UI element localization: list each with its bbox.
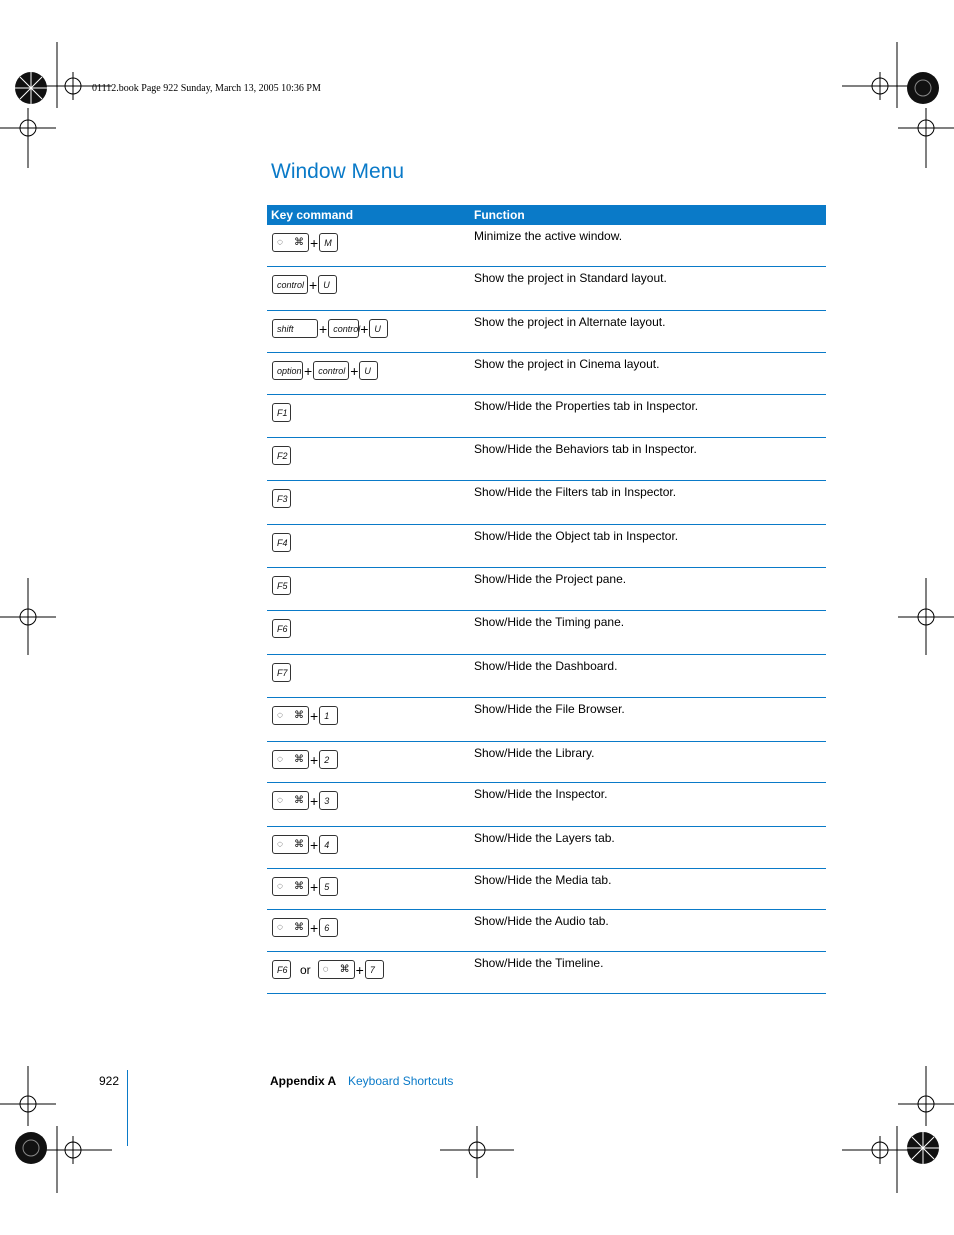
apple-icon: ◌: [277, 839, 283, 850]
keycap: F6: [272, 619, 291, 638]
command-key-icon: [272, 791, 309, 810]
function-description: Show/Hide the Inspector.: [474, 787, 608, 801]
function-description: Show/Hide the Layers tab.: [474, 831, 615, 845]
keycap: 1: [319, 706, 338, 725]
function-description: Show/Hide the Behaviors tab in Inspector.: [474, 442, 697, 456]
key-combo: [272, 489, 291, 508]
table-body: [267, 225, 826, 994]
keycap: shift: [272, 319, 318, 338]
apple-icon: ◌: [277, 710, 283, 721]
function-description: Show/Hide the File Browser.: [474, 702, 625, 716]
key-combo: [272, 533, 291, 552]
table-row: [267, 525, 826, 568]
plus-sign: +: [350, 362, 359, 379]
keycap: control: [313, 361, 349, 380]
table-row: [267, 742, 826, 783]
function-description: Show/Hide the Timeline.: [474, 956, 604, 970]
function-description: Show/Hide the Audio tab.: [474, 914, 609, 928]
keycap: M: [319, 233, 338, 252]
table-row: [267, 698, 826, 742]
key-combo: [272, 619, 291, 638]
key-combo: [272, 663, 291, 682]
keycap: 2: [319, 750, 338, 769]
apple-icon: ◌: [277, 922, 283, 933]
function-description: Show/Hide the Project pane.: [474, 572, 627, 586]
keycap: F6: [272, 960, 291, 979]
command-symbol: ⌘: [294, 754, 304, 765]
header-key-command: Key command: [271, 208, 354, 222]
command-key-icon: [272, 706, 309, 725]
key-combo: [272, 233, 338, 252]
function-description: Show/Hide the Dashboard.: [474, 659, 618, 673]
shortcut-table: [267, 205, 826, 994]
apple-icon: ◌: [277, 795, 283, 806]
key-combo: [272, 361, 378, 380]
table-row: [267, 869, 826, 910]
plus-sign: +: [310, 751, 319, 768]
page-number: 922: [99, 1074, 120, 1088]
table-row: [267, 952, 826, 994]
command-key-icon: [272, 918, 309, 937]
key-combo: [272, 403, 291, 422]
footer-appendix: Appendix A: [270, 1074, 337, 1088]
function-description: Show/Hide the Filters tab in Inspector.: [474, 485, 677, 499]
keycap: option: [272, 361, 303, 380]
plus-sign: +: [310, 836, 319, 853]
table-row: [267, 481, 826, 525]
key-combo: [272, 750, 338, 769]
plus-sign: +: [304, 362, 313, 379]
or-label: or: [300, 962, 311, 977]
command-key-icon: [272, 835, 309, 854]
plus-sign: +: [310, 792, 319, 809]
table-header: [267, 205, 826, 225]
apple-icon: ◌: [277, 881, 283, 892]
plus-sign: +: [310, 707, 319, 724]
apple-icon: ◌: [322, 964, 329, 975]
apple-icon: ◌: [277, 754, 283, 765]
plus-sign: +: [355, 961, 364, 978]
table-row: [267, 783, 826, 827]
function-description: Show/Hide the Object tab in Inspector.: [474, 529, 679, 543]
keycap: control: [328, 319, 359, 338]
key-combo: [272, 960, 384, 979]
function-description: Show/Hide the Timing pane.: [474, 615, 625, 629]
key-combo: [272, 275, 337, 294]
print-slug: 01112.book Page 922 Sunday, March 13, 2005 10:36 PM: [92, 83, 321, 94]
key-combo: [272, 446, 291, 465]
keycap: 6: [319, 918, 338, 937]
footer-section: Keyboard Shortcuts: [348, 1074, 454, 1088]
plus-sign: +: [310, 919, 319, 936]
table-row: [267, 568, 826, 611]
table-row: [267, 655, 826, 698]
keycap: control: [272, 275, 308, 294]
key-combo: [272, 706, 338, 725]
table-row: [267, 910, 826, 952]
command-symbol: ⌘: [294, 795, 304, 806]
command-symbol: ⌘: [294, 881, 304, 892]
plus-sign: +: [310, 878, 319, 895]
keycap: 3: [319, 791, 338, 810]
table-row: [267, 827, 826, 869]
table-row: [267, 438, 826, 481]
table-row: [267, 395, 826, 438]
keycap: 7: [365, 960, 384, 979]
page-title: Window Menu: [271, 160, 405, 183]
command-key-icon: [318, 960, 355, 979]
command-key-icon: [272, 877, 309, 896]
key-combo: [272, 835, 338, 854]
command-key-icon: [272, 233, 309, 252]
keycap: F4: [272, 533, 291, 552]
keycap: F2: [272, 446, 291, 465]
table-row: [267, 225, 826, 267]
command-symbol: ⌘: [294, 839, 304, 850]
keycap: 5: [319, 877, 338, 896]
plus-sign: +: [309, 276, 318, 293]
command-symbol: ⌘: [339, 964, 350, 975]
footer-rule: [127, 1070, 128, 1146]
table-row: [267, 353, 826, 395]
plus-sign: +: [310, 234, 319, 251]
command-symbol: ⌘: [294, 237, 304, 248]
key-combo: [272, 877, 338, 896]
key-combo: [272, 791, 338, 810]
function-description: Show/Hide the Library.: [474, 746, 595, 760]
keycap: F7: [272, 663, 291, 682]
command-key-icon: [272, 750, 309, 769]
function-description: Show/Hide the Media tab.: [474, 873, 612, 887]
keycap: F1: [272, 403, 291, 422]
keycap: U: [369, 319, 388, 338]
command-symbol: ⌘: [294, 922, 304, 933]
plus-sign: +: [360, 320, 369, 337]
apple-icon: ◌: [277, 237, 283, 248]
command-symbol: ⌘: [294, 710, 304, 721]
key-combo: [272, 319, 388, 338]
function-description: Minimize the active window.: [474, 229, 623, 243]
function-description: Show the project in Cinema layout.: [474, 357, 660, 371]
keycap: F5: [272, 576, 291, 595]
function-description: Show/Hide the Properties tab in Inspector.: [474, 399, 699, 413]
keycap: U: [359, 361, 378, 380]
keycap: F3: [272, 489, 291, 508]
plus-sign: +: [319, 320, 328, 337]
table-row: [267, 611, 826, 655]
header-function: Function: [474, 208, 525, 222]
table-row: [267, 311, 826, 353]
key-combo: [272, 918, 338, 937]
key-combo: [272, 576, 291, 595]
function-description: Show the project in Alternate layout.: [474, 315, 666, 329]
keycap: 4: [319, 835, 338, 854]
function-description: Show the project in Standard layout.: [474, 271, 667, 285]
keycap: U: [318, 275, 337, 294]
table-row: [267, 267, 826, 311]
